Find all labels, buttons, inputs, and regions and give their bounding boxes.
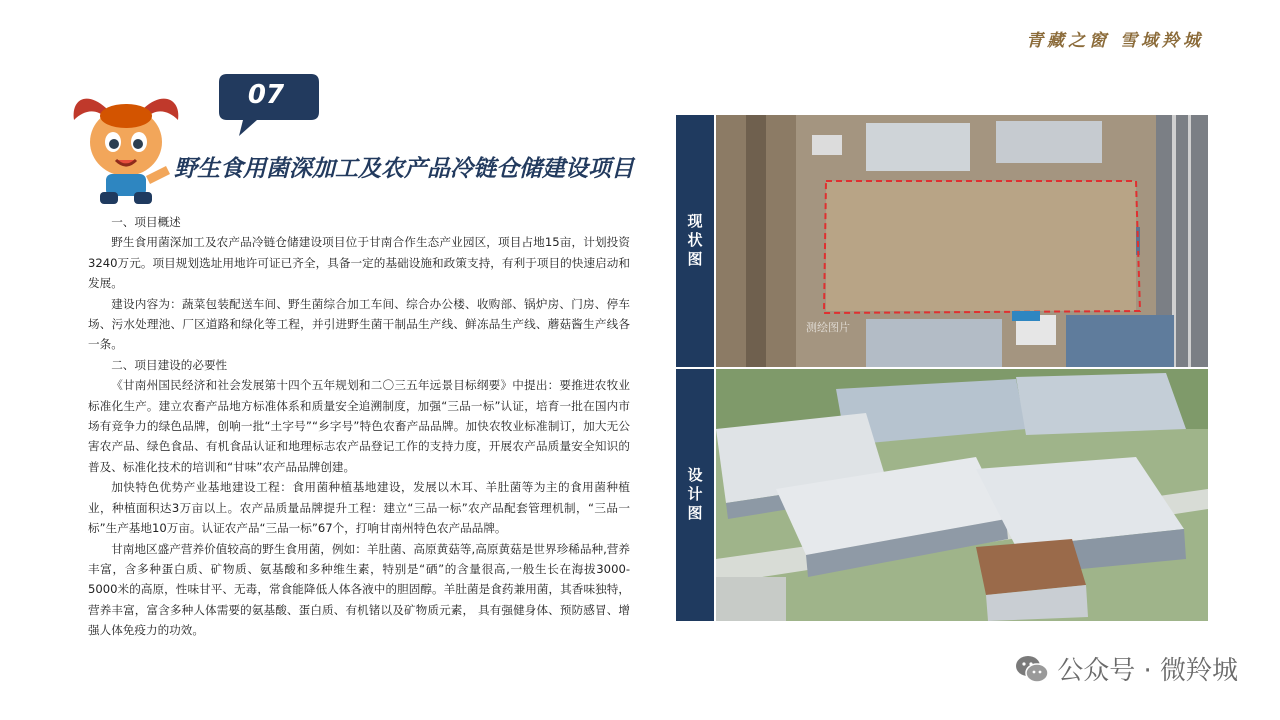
- heading-overview: 一、项目概述: [111, 215, 181, 229]
- wechat-watermark: [1015, 650, 1238, 687]
- paragraph-industry: 加快特色优势产业基地建设工程：食用菌种植基地建设，发展以木耳、羊肚菌等为主的食用菌种植业，种植面积达3万亩以上。农产品质量品牌提升工程：建立“三品一标”农产品配套管理机制，“三品一标”生产基地10万亩。认证农产品“三品一标”67个，打响甘南州特色农产品品牌。: [88, 480, 630, 536]
- design-rendering-image: [716, 369, 1208, 621]
- design-label: 设计图: [676, 369, 714, 621]
- paragraph-mushrooms: 甘南地区盛产营养价值较高的野生食用菌，例如：羊肚菌、高原黄菇等,高原黄菇是世界珍稀品种,营养丰富，含多种蛋白质、矿物质、氨基酸和多种维生素，特别是“硒”的含量很高,一般生长在海拔3000-5000米的高原，性味甘平、无毒，常食能降低人体各液中的胆固醇。羊肚菌是食药兼用菌，其香味独特，营养丰富，富含多种人体需要的氨基酸、蛋白质、有机锗以及矿物质元素， 具有强健身体、预防感冒、增强人体免疫力的功效。: [88, 541, 630, 638]
- mascot-illustration: [66, 80, 186, 210]
- image-caption: 测绘图片: [806, 321, 850, 334]
- image-panel: [676, 115, 1208, 621]
- paragraph-plan: 《甘南州国民经济和社会发展第十四个五年规划和二〇三五年远景目标纲要》中提出：要推进农牧业标准化生产。建立农畜产品地方标准体系和质量安全追溯制度，加强“三品一标”认证，培育一批在国内市场有竞争力的绿色品牌，创响一批“土字号”“乡字号”特色农畜产品品牌。加快农牧业标准制订，加大无公害农产品、绿色食品、有机食品认证和地理标志农产品登记工作的支持力度，开展农产品质量安全知识的普及、标准化技术的培训和“甘味”农产品品牌创建。: [88, 378, 630, 474]
- header-slogan: 青藏之窗 雪域羚城: [1026, 31, 1204, 51]
- page-title: 野生食用菌深加工及农产品冷链仓储建设项目: [174, 156, 634, 182]
- design-rendering: [716, 369, 1208, 621]
- section-number: 07: [247, 80, 285, 110]
- wechat-icon: [1015, 654, 1049, 684]
- project-description: [88, 212, 630, 641]
- aerial-site-image: [716, 115, 1208, 367]
- current-site-photo: [716, 115, 1208, 367]
- paragraph-construction: 建设内容为：蔬菜包装配送车间、野生菌综合加工车间、综合办公楼、收购部、锅炉房、门房、停车场、污水处理池、厂区道路和绿化等工程，并引进野生菌干制品生产线、鲜冻品生产线、蘑菇酱生产线各一条。: [88, 296, 630, 352]
- heading-necessity: 二、项目建设的必要性: [111, 357, 228, 372]
- watermark-text: 公众号 · 微羚城: [1057, 656, 1238, 686]
- current-status-label: 现状图: [676, 115, 714, 367]
- paragraph-overview: 野生食用菌深加工及农产品冷链仓储建设项目位于甘南合作生态产业园区，项目占地15亩，计划投资3240万元。项目规划选址用地许可证已齐全，具备一定的基础设施和政策支持，有利于项目的快速启动和发展。: [88, 235, 630, 291]
